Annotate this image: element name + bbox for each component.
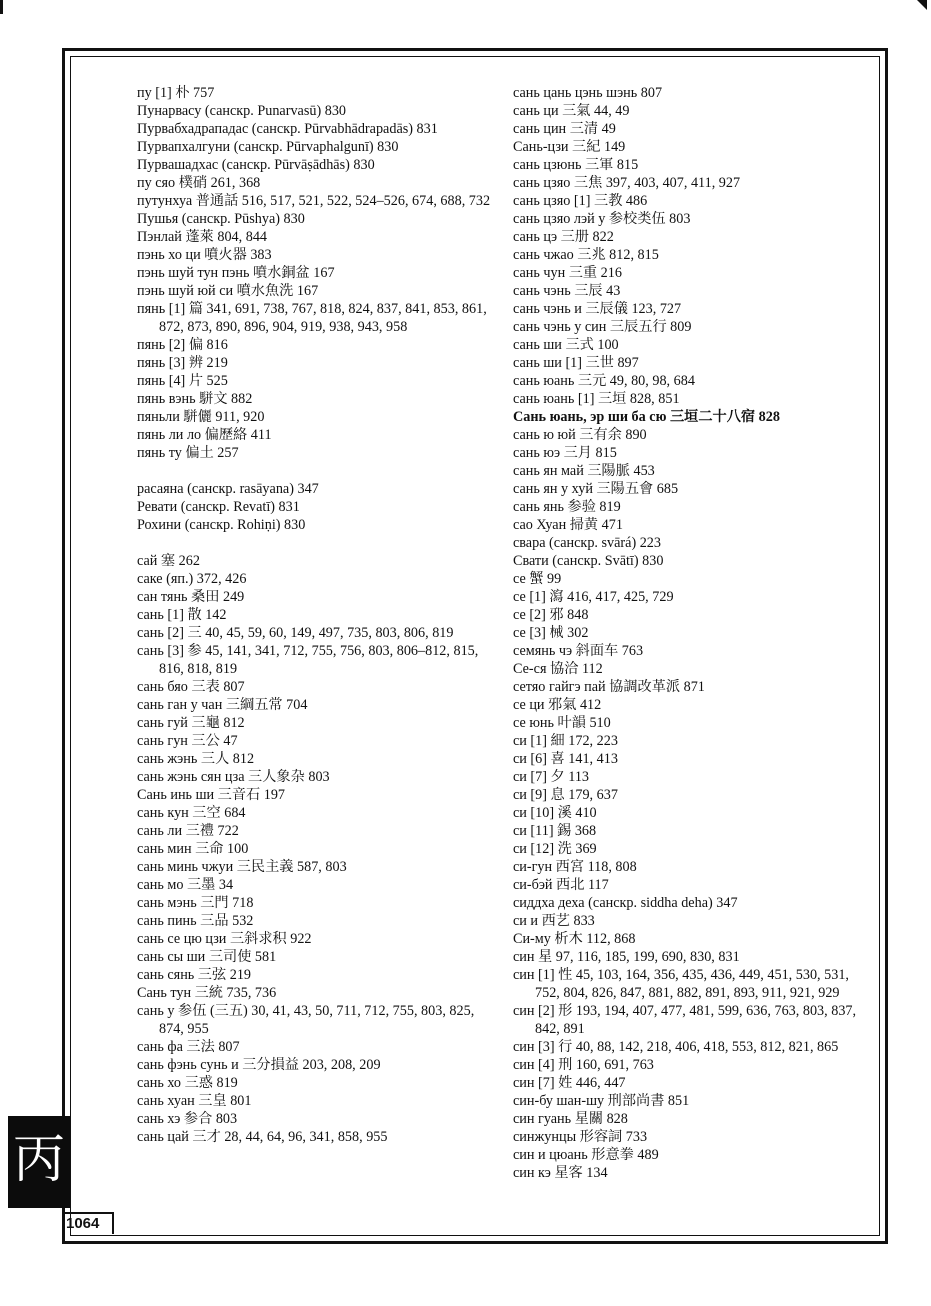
index-entry: пянь ту 偏土 257 bbox=[137, 445, 239, 461]
index-entry: Пэнлай 蓬萊 804, 844 bbox=[137, 229, 268, 245]
index-entry: пяньли 駢儷 911, 920 bbox=[137, 409, 265, 425]
index-entry: сань мэнь 三門 718 bbox=[137, 895, 254, 911]
index-entry: сань ши 三式 100 bbox=[513, 337, 619, 353]
index-entry: син [1] 性 45, 103, 164, 356, 435, 436, 449, 451, 530, 531, 752, 804, 826, 847, 881, 882, 891, 893, 911, 921, 929 bbox=[513, 967, 849, 1001]
index-entry: путунхуа 普通話 516, 517, 521, 522, 524–526, 674, 688, 732 bbox=[137, 193, 491, 209]
index-entry: пянь [2] 偏 816 bbox=[137, 337, 228, 353]
index-entry: пэнь шуй тун пэнь 噴水銅盆 167 bbox=[137, 265, 335, 281]
index-entry: сань фа 三法 807 bbox=[137, 1039, 240, 1055]
index-entry: син кэ 星客 134 bbox=[513, 1165, 608, 1181]
page-number: 1064 bbox=[64, 1212, 114, 1234]
index-entry: си [9] 息 179, 637 bbox=[513, 787, 618, 803]
index-entry: си [11] 錫 368 bbox=[513, 823, 597, 839]
index-entry: Сань-цзи 三紀 149 bbox=[513, 139, 626, 155]
index-entry: си-бэй 西北 117 bbox=[513, 877, 609, 893]
index-entry: сань цай 三才 28, 44, 64, 96, 341, 858, 955 bbox=[137, 1129, 388, 1145]
index-entry: пянь [1] 篇 341, 691, 738, 767, 818, 824, 837, 841, 853, 861, 872, 873, 890, 896, 904, 919, 938, 943, 958 bbox=[137, 301, 487, 335]
index-entry: сань чэнь и 三辰儀 123, 727 bbox=[513, 301, 682, 317]
index-entry: сань цзяо лэй у 参校类伍 803 bbox=[513, 211, 691, 227]
index-entry: Пурвашадхас (санскр. Pūrvāṣādhās) 830 bbox=[137, 157, 375, 173]
index-entry: сань у 参伍 (三五) 30, 41, 43, 50, 711, 712, 755, 803, 825, 874, 955 bbox=[137, 1003, 475, 1037]
index-entry: пянь [3] 辨 219 bbox=[137, 355, 228, 371]
index-entry: сань ли 三禮 722 bbox=[137, 823, 239, 839]
index-entry: сань цин 三清 49 bbox=[513, 121, 616, 137]
index-entry: сань чжао 三兆 812, 815 bbox=[513, 247, 659, 263]
index-entry: сань цзяо 三焦 397, 403, 407, 411, 927 bbox=[513, 175, 741, 191]
entry-gap bbox=[137, 534, 492, 552]
index-entry: сань [1] 散 142 bbox=[137, 607, 227, 623]
index-entry: сань фэнь сунь и 三分損益 203, 208, 209 bbox=[137, 1057, 381, 1073]
index-entry: сань минь чжуи 三民主義 587, 803 bbox=[137, 859, 347, 875]
index-entry: си [12] 洗 369 bbox=[513, 841, 597, 857]
entry-gap bbox=[137, 462, 492, 480]
index-entry: саке (яп.) 372, 426 bbox=[137, 571, 247, 587]
index-entry: се юнь 叶韻 510 bbox=[513, 715, 611, 731]
index-entry: Свати (санскр. Svātī) 830 bbox=[513, 553, 664, 569]
index-entry: пэнь шуй юй си 噴水魚洗 167 bbox=[137, 283, 319, 299]
index-entry: сань мин 三命 100 bbox=[137, 841, 249, 857]
index-column-left bbox=[137, 84, 492, 1146]
index-entry: расаяна (санскр. rasāyana) 347 bbox=[137, 481, 319, 497]
index-entry: сань юань 三元 49, 80, 98, 684 bbox=[513, 373, 695, 389]
index-entry: свара (санскр. svārá) 223 bbox=[513, 535, 661, 551]
index-entry: сань ши [1] 三世 897 bbox=[513, 355, 639, 371]
index-entry: Ревати (санскр. Revatī) 831 bbox=[137, 499, 300, 515]
index-entry: сань хэ 参合 803 bbox=[137, 1111, 238, 1127]
index-entry: Пунарвасу (санскр. Punarvasū) 830 bbox=[137, 103, 347, 119]
index-entry: сань цзюнь 三軍 815 bbox=[513, 157, 639, 173]
index-entry: Пурвапхалгуни (санскр. Pūrvaphalgunī) 830 bbox=[137, 139, 399, 155]
index-entry: сань чэнь у син 三辰五行 809 bbox=[513, 319, 692, 335]
index-entry: сетяо гайгэ пай 協調改革派 871 bbox=[513, 679, 705, 695]
index-entry: сан тянь 桑田 249 bbox=[137, 589, 245, 605]
index-entry: си и 西艺 833 bbox=[513, 913, 595, 929]
index-entry: Сань инь ши 三音石 197 bbox=[137, 787, 286, 803]
index-entry: сань цзяо [1] 三教 486 bbox=[513, 193, 648, 209]
index-entry: си [10] 溪 410 bbox=[513, 805, 597, 821]
index-entry: сань пинь 三品 532 bbox=[137, 913, 254, 929]
index-entry: сань гун 三公 47 bbox=[137, 733, 238, 749]
index-entry: си [7] 夕 113 bbox=[513, 769, 590, 785]
index-entry: сань сы ши 三司使 581 bbox=[137, 949, 277, 965]
index-entry: сань мо 三墨 34 bbox=[137, 877, 234, 893]
index-entry: син [2] 形 193, 194, 407, 477, 481, 599, 636, 763, 803, 837, 842, 891 bbox=[513, 1003, 857, 1037]
index-entry: пянь [4] 片 525 bbox=[137, 373, 228, 389]
index-entry: си [6] 喜 141, 413 bbox=[513, 751, 618, 767]
index-entry: сань се цю цзи 三斜求积 922 bbox=[137, 931, 312, 947]
index-entry: сань ян май 三陽脈 453 bbox=[513, 463, 655, 479]
index-entry: сань бяо 三表 807 bbox=[137, 679, 245, 695]
index-entry: се [2] 邪 848 bbox=[513, 607, 589, 623]
index-entry: сань цэ 三册 822 bbox=[513, 229, 614, 245]
index-entry: сань жэнь 三人 812 bbox=[137, 751, 255, 767]
index-entry: си-гун 西宮 118, 808 bbox=[513, 859, 637, 875]
index-entry: пянь ли ло 偏歷絡 411 bbox=[137, 427, 272, 443]
index-entry: сань чун 三重 216 bbox=[513, 265, 622, 281]
section-glyph: 丙 bbox=[12, 1130, 65, 1190]
corner-mark bbox=[917, 0, 927, 10]
index-entry: Сань юань, эр ши ба сю 三垣二十八宿 828 bbox=[513, 409, 780, 425]
index-entry: пу [1] 朴 757 bbox=[137, 85, 215, 101]
index-entry: сань [3] 参 45, 141, 341, 712, 755, 756, 803, 806–812, 815, 816, 818, 819 bbox=[137, 643, 479, 677]
index-entry: Пушья (санскр. Pūshya) 830 bbox=[137, 211, 305, 227]
index-entry: сань чэнь 三辰 43 bbox=[513, 283, 621, 299]
index-entry: сань [2] 三 40, 45, 59, 60, 149, 497, 735, 803, 806, 819 bbox=[137, 625, 454, 641]
index-entry: се ци 邪氣 412 bbox=[513, 697, 602, 713]
index-entry: сань жэнь сян цза 三人象杂 803 bbox=[137, 769, 330, 785]
index-entry: сань юань [1] 三垣 828, 851 bbox=[513, 391, 680, 407]
index-entry: си [1] 細 172, 223 bbox=[513, 733, 618, 749]
index-entry: пу сяо 樸硝 261, 368 bbox=[137, 175, 261, 191]
index-entry: сиддха деха (санскр. siddha deha) 347 bbox=[513, 895, 738, 911]
index-entry: син 星 97, 116, 185, 199, 690, 830, 831 bbox=[513, 949, 740, 965]
index-entry: семянь чэ 斜面车 763 bbox=[513, 643, 644, 659]
index-entry: Си-му 析木 112, 868 bbox=[513, 931, 636, 947]
corner-tick bbox=[0, 0, 3, 14]
index-entry: се [1] 瀉 416, 417, 425, 729 bbox=[513, 589, 674, 605]
index-entry: сань ган у чан 三綱五常 704 bbox=[137, 697, 308, 713]
index-entry: сань ци 三氣 44, 49 bbox=[513, 103, 630, 119]
index-entry: сань хо 三惑 819 bbox=[137, 1075, 238, 1091]
index-entry: пянь вэнь 駢文 882 bbox=[137, 391, 253, 407]
index-entry: Сань тун 三統 735, 736 bbox=[137, 985, 277, 1001]
index-entry: сань юэ 三月 815 bbox=[513, 445, 617, 461]
index-entry: син [4] 刑 160, 691, 763 bbox=[513, 1057, 654, 1073]
index-entry: син [3] 行 40, 88, 142, 218, 406, 418, 553, 812, 821, 865 bbox=[513, 1039, 839, 1055]
index-entry: син и цюань 形意拳 489 bbox=[513, 1147, 659, 1163]
index-entry: син-бу шан-шу 刑部尚書 851 bbox=[513, 1093, 690, 1109]
index-entry: Рохини (санскр. Rohiṇi) 830 bbox=[137, 517, 306, 533]
index-entry: синжунцы 形容詞 733 bbox=[513, 1129, 648, 1145]
index-entry: сань сянь 三弦 219 bbox=[137, 967, 252, 983]
index-entry: се 蟹 99 bbox=[513, 571, 562, 587]
index-entry: сань янь 参验 819 bbox=[513, 499, 621, 515]
index-column-right bbox=[513, 84, 868, 1182]
index-entry: сань хуан 三皇 801 bbox=[137, 1093, 252, 1109]
index-entry: син гуань 星關 828 bbox=[513, 1111, 628, 1127]
index-entry: син [7] 姓 446, 447 bbox=[513, 1075, 626, 1091]
index-entry: сао Хуан 掃黄 471 bbox=[513, 517, 623, 533]
index-entry: сай 塞 262 bbox=[137, 553, 200, 569]
index-entry: Пурвабхадрападас (санскр. Pūrvabhādrapadās) 831 bbox=[137, 121, 438, 137]
index-entry: сань цань цэнь шэнь 807 bbox=[513, 85, 663, 101]
index-entry: сань гуй 三龜 812 bbox=[137, 715, 245, 731]
index-entry: сань ю юй 三有余 890 bbox=[513, 427, 647, 443]
index-entry: сань кун 三空 684 bbox=[137, 805, 246, 821]
index-entry: пэнь хо ци 噴火器 383 bbox=[137, 247, 272, 263]
index-entry: се [3] 械 302 bbox=[513, 625, 589, 641]
index-entry: сань ян у хуй 三陽五會 685 bbox=[513, 481, 679, 497]
index-entry: Се-ся 協洽 112 bbox=[513, 661, 603, 677]
